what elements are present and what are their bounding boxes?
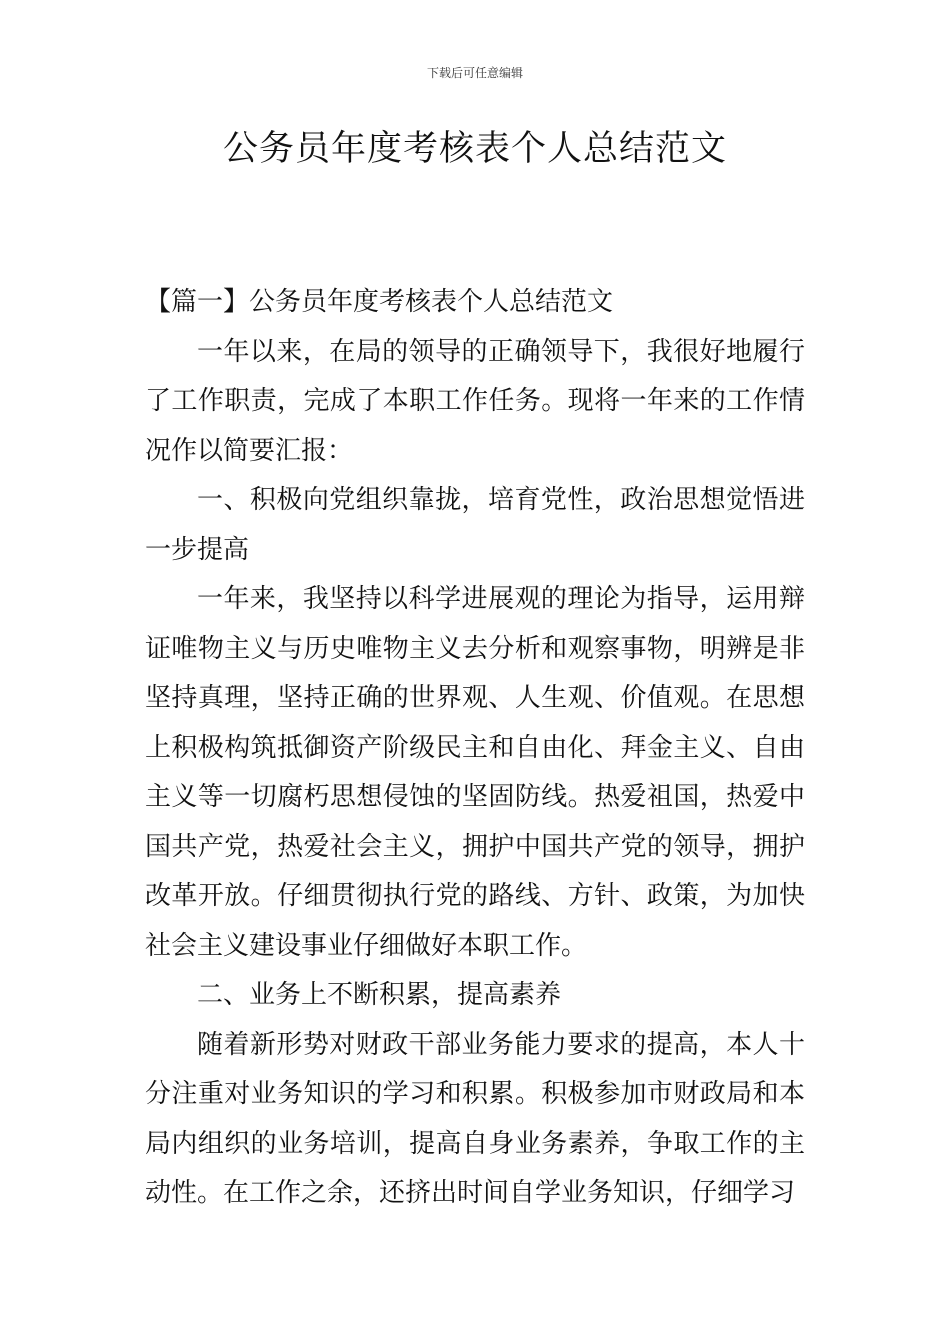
body-paragraph: 随着新形势对财政干部业务能力要求的提高，本人十分注重对业务知识的学习和积累。积极参加市财政局和本局内组织的业务培训，提高自身业务素养，争取工作的主动性。在工作之余，还挤出时间自学业务知识，仔细学习 <box>145 1029 805 1208</box>
subsection-heading: 二、业务上不断积累，提高素养 <box>197 980 562 1010</box>
subsection-heading: 一、积极向党组织靠拢，培育党性，政治思想觉悟进一步提高 <box>145 485 805 565</box>
section-heading: 【篇一】公务员年度考核表个人总结范文 <box>145 287 614 317</box>
body-paragraph: 一年来，我坚持以科学进展观的理论为指导，运用辩证唯物主义与历史唯物主义去分析和观察事物，明辨是非坚持真理，坚持正确的世界观、人生观、价值观。在思想上积极构筑抵御资产阶级民主和自由化、拜金主义、自由主义等一切腐朽思想侵蚀的坚固防线。热爱祖国，热爱中国共产党，热爱社会主义，拥护中国共产党的领导，拥护改革开放。仔细贯彻执行党的路线、方针、政策，为加快社会主义建设事业仔细做好本职工作。 <box>145 584 805 961</box>
document-body <box>145 278 805 1219</box>
body-paragraph: 一年以来，在局的领导的正确领导下，我很好地履行了工作职责，完成了本职工作任务。现将一年来的工作情况作以简要汇报： <box>145 336 805 466</box>
document-title: 公务员年度考核表个人总结范文 <box>222 129 727 169</box>
header-note: 下载后可任意编辑 <box>426 66 523 80</box>
